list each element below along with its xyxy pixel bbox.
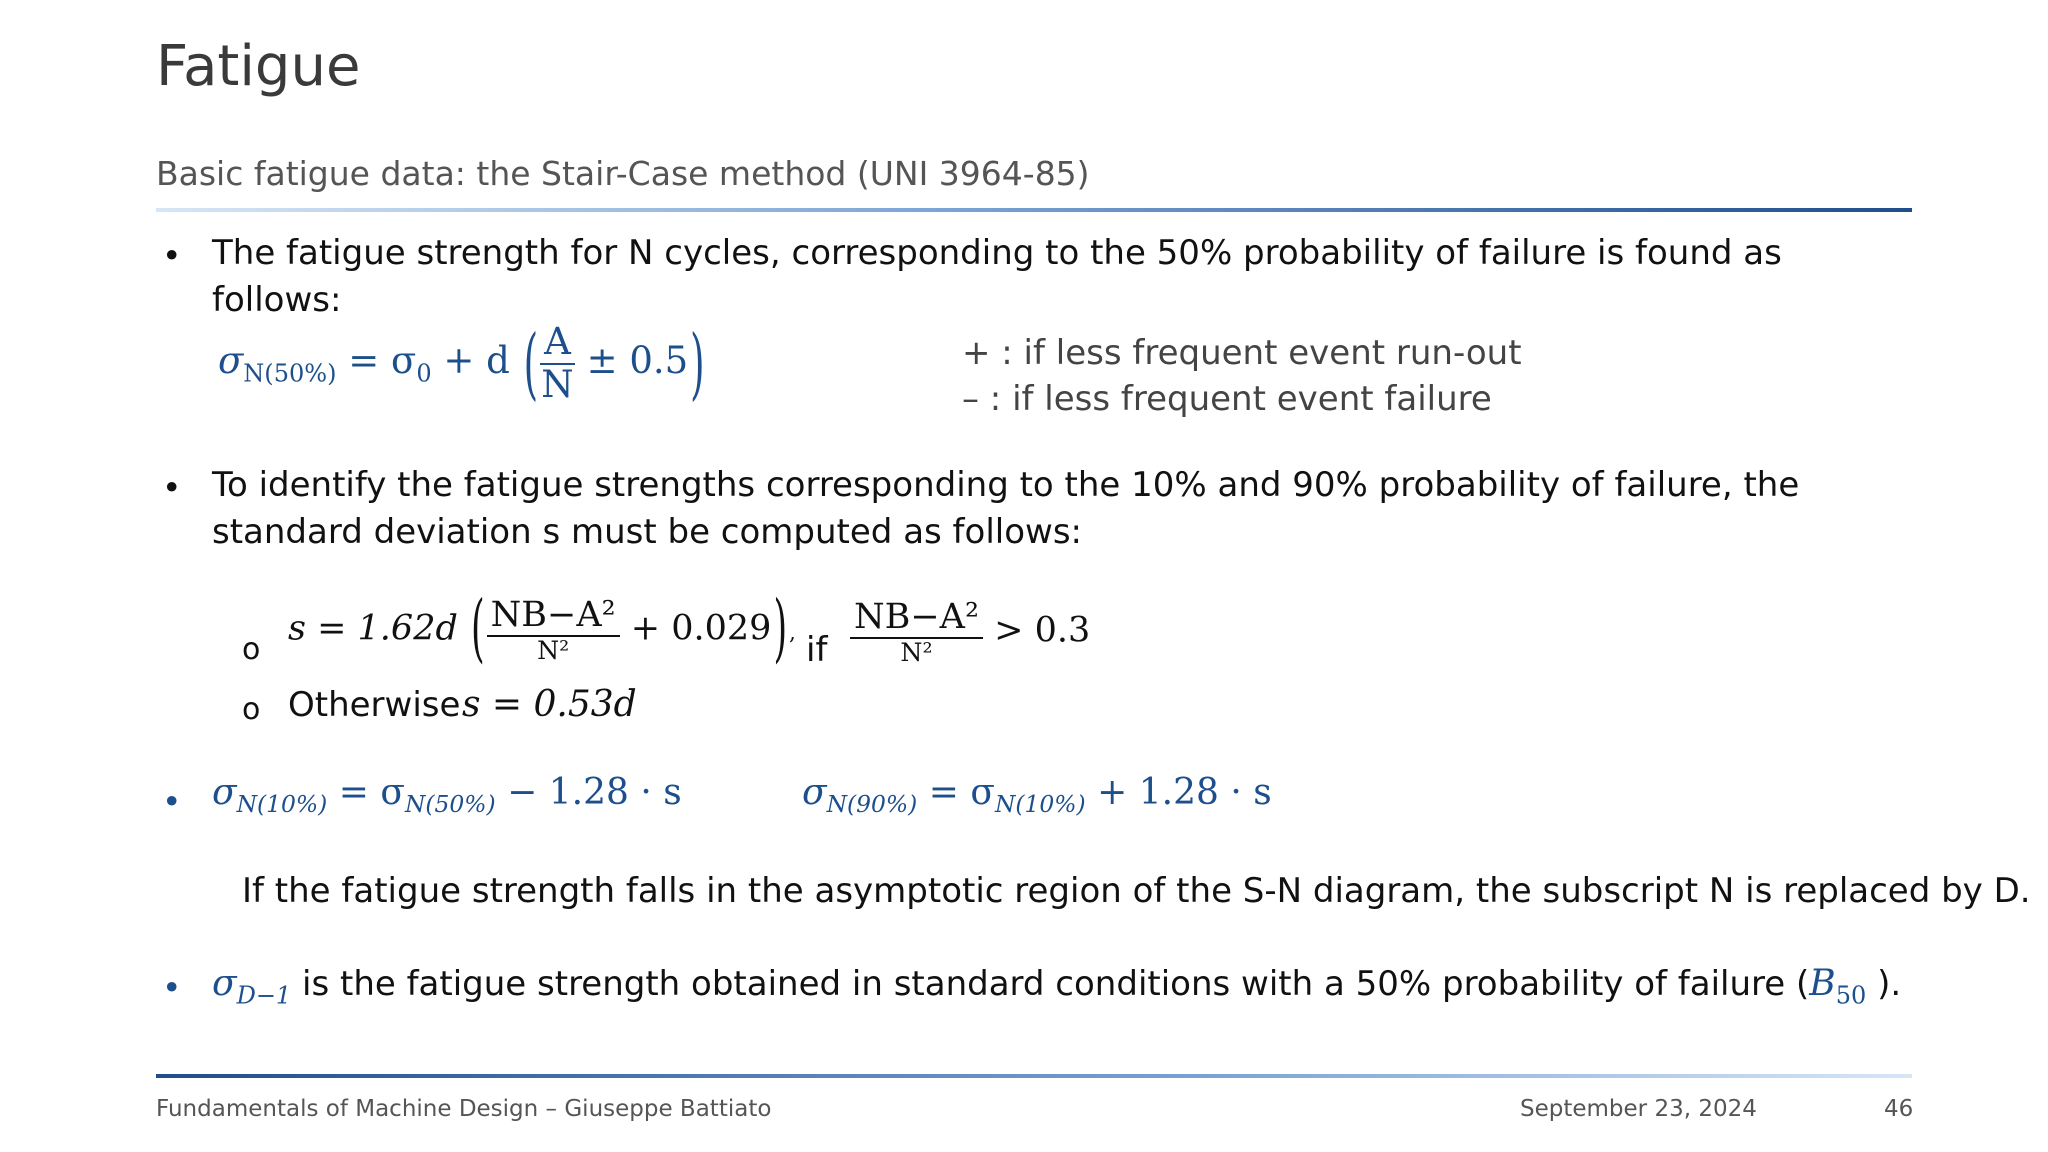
formula1-rhs-a: = σ	[348, 339, 417, 383]
left-paren: (	[523, 318, 539, 409]
bullet-marker: •	[162, 782, 182, 821]
f10-tail: − 1.28 · s	[507, 772, 682, 813]
sigma-d-symbol: σ	[212, 963, 237, 1004]
s-comma: ,	[789, 620, 796, 645]
f10-sub2: N(50%)	[404, 790, 496, 819]
bullet-text-std-dev: To identify the fatigue strengths corresponding to the 10% and 90% probability of failure, the standard deviation s must be computed as follows:	[212, 465, 1800, 552]
footer-page-number: 46	[1884, 1096, 1914, 1122]
left-paren: (	[471, 588, 485, 673]
note-plus-runout: + : if less frequent event run-out	[962, 333, 1522, 373]
right-paren: )	[773, 588, 788, 673]
footer-divider	[156, 1074, 1912, 1078]
note-subscript-replacement: If the fatigue strength falls in the asymptotic region of the S-N diagram, the subscript N is replaced by D.	[242, 871, 2031, 911]
formula1-frac-num: A	[540, 322, 575, 365]
b50-symbol: B	[1809, 963, 1836, 1004]
sigma-d-sub: D−1	[236, 981, 292, 1010]
cond-tail: > 0.3	[994, 610, 1091, 651]
formula1-sub: N(50%)	[243, 359, 337, 388]
f90-sigma: σ	[802, 772, 827, 813]
otherwise-label: Otherwise	[288, 685, 461, 725]
cond-num: NB−A²	[850, 598, 983, 639]
slide-subtitle: Basic fatigue data: the Stair-Case method (UNI 3964-85)	[156, 154, 1090, 193]
note-minus-failure: – : if less frequent event failure	[962, 379, 1492, 419]
footer-date: September 23, 2024	[1520, 1096, 1757, 1122]
formula1-tail: ± 0.5	[586, 339, 689, 383]
f10-eq: = σ	[338, 772, 405, 813]
fraction-condition	[850, 598, 983, 666]
sub-bullet-marker: o	[242, 692, 261, 727]
f90-sub2: N(10%)	[994, 790, 1086, 819]
f90-sub: N(90%)	[826, 790, 918, 819]
formula1-rhs-a-sub: 0	[416, 359, 432, 388]
s-tail: + 0.029	[630, 608, 772, 649]
bullet-marker: •	[162, 236, 182, 275]
bullet-text-50-percent: The fatigue strength for N cycles, corresponding to the 50% probability of failure is found as follows:	[212, 233, 1782, 320]
f90-eq: = σ	[928, 772, 995, 813]
fraction-a-over-n	[540, 322, 575, 405]
formula-sigma-50	[218, 318, 707, 409]
footer-course: Fundamentals of Machine Design – Giuseppe Battiato	[156, 1096, 772, 1122]
sub-bullet-marker: o	[242, 632, 261, 667]
f90-tail: + 1.28 · s	[1097, 772, 1272, 813]
formula1-sigma: σ	[218, 339, 244, 383]
bullet-marker: •	[162, 968, 182, 1007]
bullet-text-sigma-d	[212, 960, 1901, 1019]
f10-sigma: σ	[212, 772, 237, 813]
s-den: N²	[537, 635, 570, 665]
fraction-nb-a2	[487, 596, 620, 664]
right-paren: )	[690, 318, 705, 409]
slide-title: Fatigue	[156, 34, 361, 99]
b50-sub: 50	[1835, 981, 1867, 1010]
formula-condition	[850, 598, 1090, 666]
b4-text: is the fatigue strength obtained in standard conditions with a 50% probability of failure (	[302, 964, 1810, 1004]
s-num: NB−A²	[487, 596, 620, 637]
formula1-frac-den: N	[541, 362, 574, 406]
bullet-marker: •	[162, 468, 182, 507]
if-label: if	[806, 630, 828, 670]
formula-sigma-10	[212, 772, 682, 818]
cond-den: N²	[900, 637, 933, 667]
f10-sub: N(10%)	[236, 790, 328, 819]
s-lhs: s = 1.62d	[288, 608, 458, 649]
formula1-rhs-b: + d	[443, 339, 510, 383]
b4-close: ).	[1877, 964, 1902, 1004]
formula-sigma-90	[802, 772, 1272, 818]
formula-std-dev	[288, 588, 796, 673]
otherwise-formula: s = 0.53d	[462, 684, 637, 725]
header-divider	[156, 208, 1912, 212]
